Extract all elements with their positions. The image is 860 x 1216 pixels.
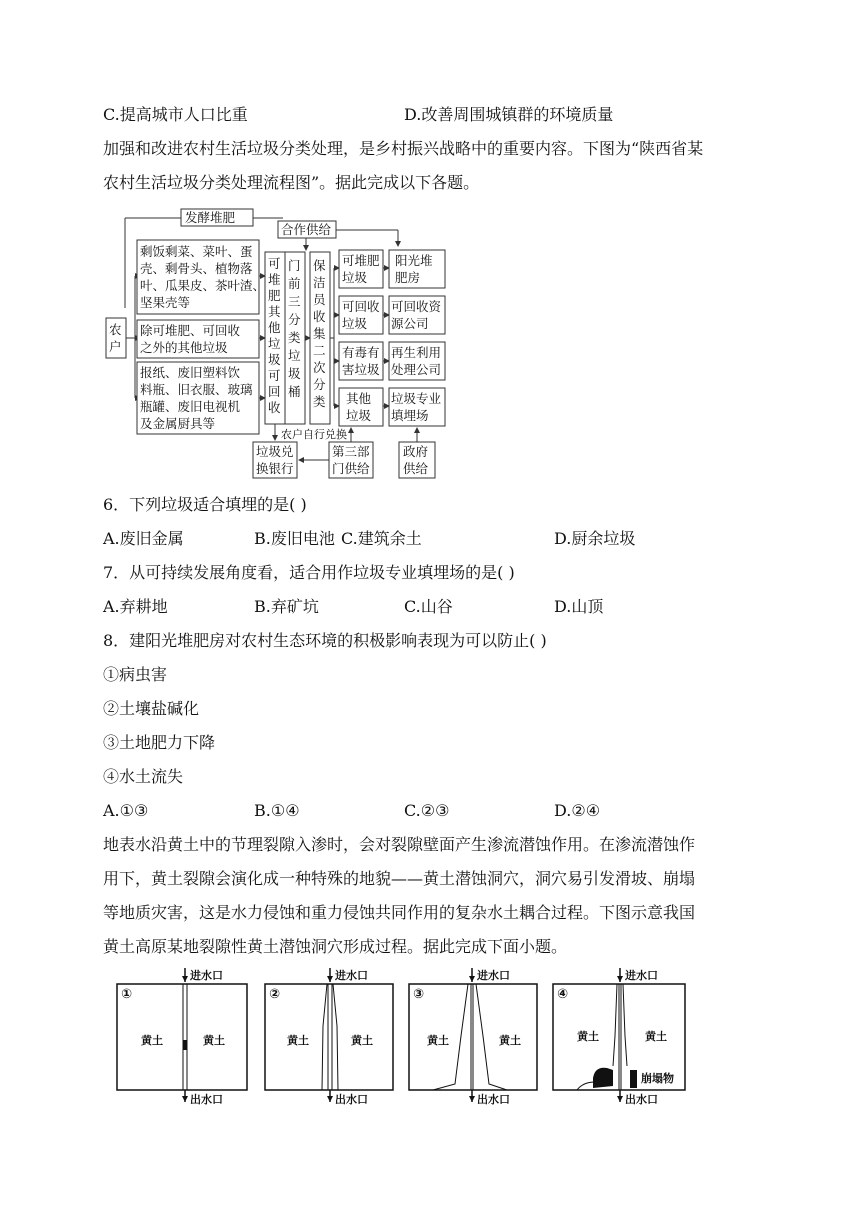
svg-text:源公司: 源公司: [391, 316, 429, 331]
svg-text:③: ③: [413, 987, 425, 1002]
q7-c: C.山谷: [404, 597, 453, 616]
waste2-l1: 除可堆肥、可回收: [140, 323, 241, 338]
q7-a: A.弃耕地: [103, 597, 168, 616]
waste1-l3: 叶、瓜果皮、茶叶渣、: [140, 278, 266, 293]
svg-text:他: 他: [268, 320, 281, 335]
q8-c: C.②③: [404, 801, 450, 820]
intro2-line3: 等地质灾害，这是水力侵蚀和重力侵蚀共同作用的复杂水土耦合过程。下图示意我国: [103, 903, 696, 922]
waste3-l4: 及金属厨具等: [140, 416, 216, 431]
svg-text:肥房: 肥房: [395, 270, 421, 285]
svg-text:垃: 垃: [268, 336, 281, 351]
q8-b: B.①④: [254, 801, 300, 820]
svg-text:门供给: 门供给: [332, 461, 370, 476]
svg-text:次: 次: [313, 360, 326, 375]
svg-text:黄土: 黄土: [203, 1034, 225, 1047]
waste1-l2: 壳、剩骨头、植物落: [140, 261, 253, 276]
q7-d: D.山顶: [554, 597, 604, 616]
svg-text:分: 分: [288, 312, 301, 327]
panel-2: [265, 968, 393, 1106]
q6-stem: 6．下列垃圾适合填埋的是( ): [103, 495, 307, 514]
svg-text:垃圾: 垃圾: [342, 316, 368, 331]
q8-item-3: ③土地肥力下降: [103, 733, 216, 752]
svg-text:保: 保: [313, 258, 326, 273]
svg-text:可: 可: [268, 256, 281, 271]
intro1-line1: 加强和改进农村生活垃圾分类处理，是乡村振兴战略中的重要内容。下图为“陕西省某: [103, 139, 704, 158]
svg-text:黄土: 黄土: [351, 1034, 373, 1047]
svg-text:有毒有: 有毒有: [342, 345, 380, 360]
intro2-line4: 黄土高原某地裂隙性黄土潜蚀洞穴形成过程。据此完成下面小题。: [103, 937, 568, 956]
svg-text:二: 二: [313, 343, 326, 358]
intro1-line2: 农村生活垃圾分类处理流程图”。据此完成以下各题。: [103, 173, 480, 192]
svg-text:阳光堆: 阳光堆: [395, 253, 433, 268]
svg-text:进水口: 进水口: [335, 969, 368, 982]
svg-text:出水口: 出水口: [625, 1093, 658, 1106]
svg-text:可回收: 可回收: [342, 299, 380, 314]
coop-label: 合作供给: [281, 222, 332, 237]
q7-stem: 7．从可持续发展角度看，适合用作垃圾专业填埋场的是( ): [103, 563, 515, 582]
q6-a: A.废旧金属: [103, 529, 184, 548]
svg-text:垃圾兑: 垃圾兑: [256, 444, 294, 459]
svg-text:堆: 堆: [268, 272, 281, 287]
svg-text:黄土: 黄土: [499, 1034, 521, 1047]
panel-4: [553, 968, 685, 1106]
svg-text:前: 前: [288, 276, 301, 291]
svg-text:洁: 洁: [313, 275, 326, 290]
svg-text:肥: 肥: [268, 288, 281, 303]
svg-text:收: 收: [313, 309, 326, 324]
svg-text:进水口: 进水口: [625, 969, 658, 982]
svg-text:供给: 供给: [403, 461, 429, 476]
waste3-l3: 瓶罐、废旧电视机: [140, 399, 241, 414]
svg-text:圾: 圾: [288, 366, 301, 381]
waste3-l1: 报纸、废旧塑料饮: [140, 365, 241, 380]
svg-text:类: 类: [288, 330, 301, 345]
svg-text:进水口: 进水口: [477, 969, 510, 982]
svg-text:出水口: 出水口: [335, 1093, 368, 1106]
panel-1: [117, 968, 247, 1106]
svg-text:②: ②: [269, 987, 281, 1002]
svg-text:集: 集: [313, 326, 326, 341]
svg-text:黄土: 黄土: [427, 1034, 449, 1047]
svg-text:圾: 圾: [268, 352, 281, 367]
option-d-prev: D.改善周围城镇群的环境质量: [404, 105, 614, 124]
q6-c: C.建筑余土: [341, 529, 422, 548]
q6-d: D.厨余垃圾: [554, 529, 636, 548]
svg-text:可: 可: [268, 368, 281, 383]
svg-text:第三部: 第三部: [332, 444, 370, 459]
svg-text:三: 三: [288, 294, 301, 309]
waste2-l2: 之外的其他垃圾: [140, 340, 228, 355]
loess-erosion-panels: [115, 966, 690, 1106]
svg-text:垃圾: 垃圾: [346, 408, 372, 423]
svg-text:类: 类: [313, 394, 326, 409]
svg-text:回: 回: [268, 384, 281, 399]
waste3-l2: 料瓶、旧衣服、玻璃: [140, 382, 253, 397]
svg-text:其他: 其他: [346, 391, 372, 406]
svg-text:崩塌物: 崩塌物: [641, 1072, 674, 1085]
q6-b: B.废旧电池: [254, 529, 335, 548]
option-c-prev: C.提高城市人口比重: [103, 105, 248, 124]
q8-item-1: ①病虫害: [103, 665, 168, 684]
ferment-label: 发酵堆肥: [185, 210, 236, 225]
svg-text:①: ①: [121, 987, 133, 1002]
intro2-line2: 用下，黄土裂隙会演化成一种特殊的地貌——黄土潜蚀洞穴，洞穴易引发滑坡、崩塌: [103, 869, 696, 888]
svg-text:垃: 垃: [288, 348, 301, 363]
svg-text:黄土: 黄土: [141, 1034, 163, 1047]
waste1-l1: 剩饭剩菜、菜叶、蛋: [140, 244, 253, 259]
svg-text:政府: 政府: [403, 444, 429, 459]
q7-b: B.弃矿坑: [254, 597, 319, 616]
waste1-l4: 坚果壳等: [140, 295, 191, 310]
svg-text:出水口: 出水口: [190, 1093, 223, 1106]
q8-d: D.②④: [554, 801, 601, 820]
svg-text:进水口: 进水口: [190, 969, 223, 982]
svg-text:填埋场: 填埋场: [391, 408, 429, 423]
q8-stem: 8．建阳光堆肥房对农村生态环境的积极影响表现为可以防止( ): [103, 631, 547, 650]
svg-text:再生利用: 再生利用: [391, 345, 442, 360]
svg-text:黄土: 黄土: [645, 1030, 667, 1043]
svg-text:垃圾专业: 垃圾专业: [391, 391, 442, 406]
farmer-1: 农: [109, 322, 122, 337]
waste-flowchart: [103, 208, 453, 480]
svg-text:出水口: 出水口: [477, 1093, 510, 1106]
svg-text:处理公司: 处理公司: [391, 362, 442, 377]
svg-text:害垃圾: 害垃圾: [342, 362, 380, 377]
panel-3: [409, 968, 537, 1106]
q8-item-4: ④水土流失: [103, 767, 184, 786]
farmer-2: 户: [109, 339, 122, 354]
svg-text:④: ④: [557, 987, 569, 1002]
svg-text:收: 收: [268, 400, 281, 415]
svg-text:可回收资: 可回收资: [391, 299, 442, 314]
svg-text:可堆肥: 可堆肥: [342, 253, 380, 268]
svg-text:垃圾: 垃圾: [342, 270, 368, 285]
intro2-line1: 地表水沿黄土中的节理裂隙入渗时，会对裂隙壁面产生渗流潜蚀作用。在渗流潜蚀作: [103, 835, 696, 854]
svg-text:其: 其: [268, 304, 281, 319]
exchange-note: 农户自行兑换: [281, 428, 347, 441]
svg-text:门: 门: [288, 258, 301, 273]
svg-text:换银行: 换银行: [256, 461, 294, 476]
svg-text:分: 分: [313, 377, 326, 392]
svg-text:黄土: 黄土: [577, 1030, 599, 1043]
q8-a: A.①③: [103, 801, 149, 820]
q8-item-2: ②土壤盐碱化: [103, 699, 200, 718]
svg-text:黄土: 黄土: [287, 1034, 309, 1047]
svg-text:桶: 桶: [288, 384, 301, 399]
svg-text:员: 员: [313, 292, 326, 307]
